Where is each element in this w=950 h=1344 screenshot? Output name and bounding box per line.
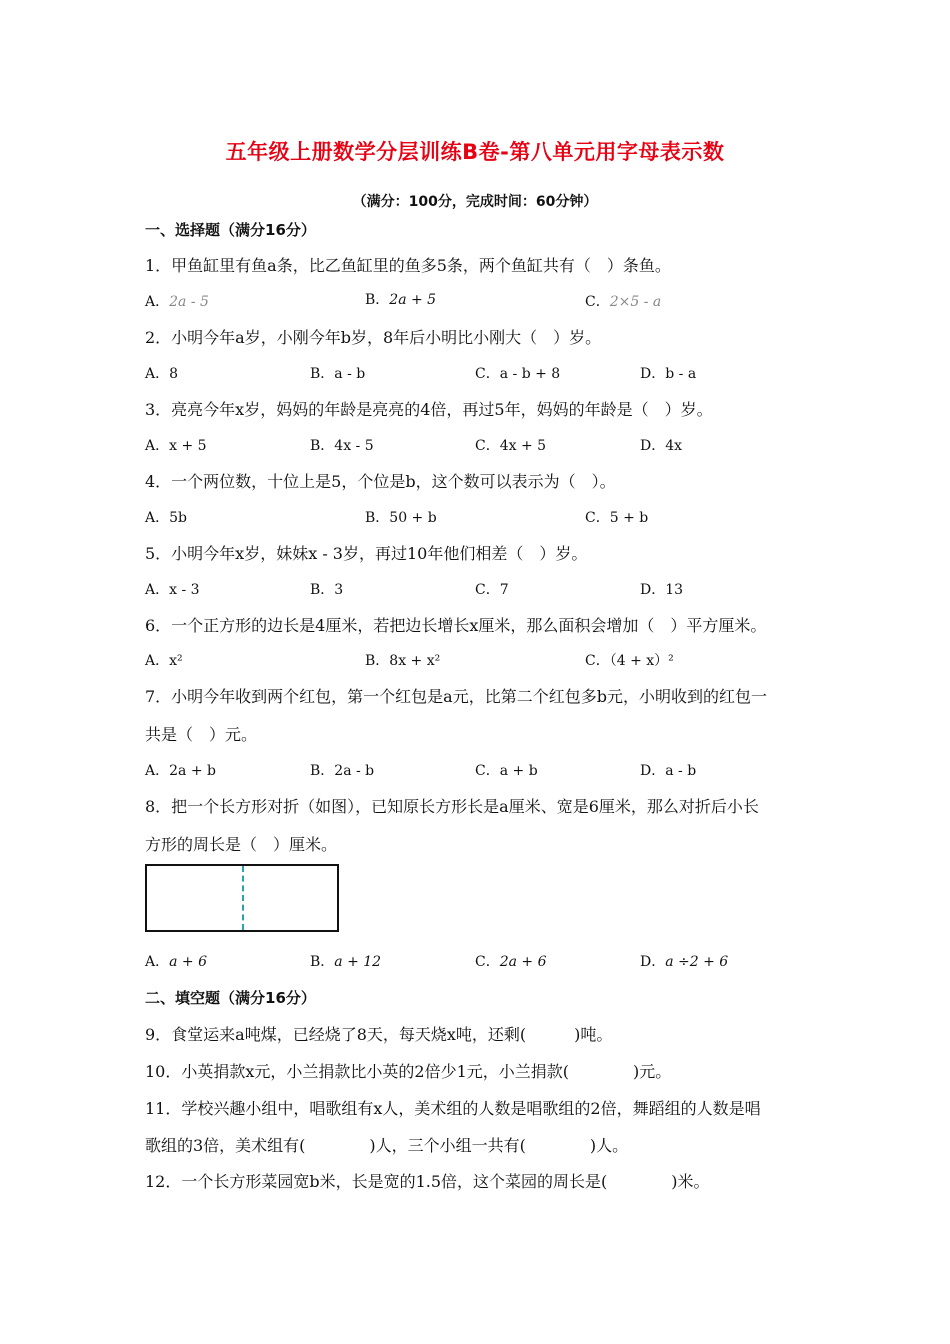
q6-option-a	[145, 650, 183, 670]
option-value: 4x + 5	[499, 438, 547, 454]
q1-option-a	[145, 291, 209, 311]
option-value: 2×5 - a	[609, 294, 662, 310]
page-title: 五年级上册数学分层训练B卷-第八单元用字母表示数	[225, 140, 725, 164]
q5-option-b	[310, 579, 343, 599]
option-letter: C．	[475, 582, 500, 598]
option-letter: B．	[310, 954, 335, 970]
section-heading-choice: 一、选择题（满分16分）	[145, 221, 316, 239]
option-value: 2a + 5	[389, 292, 437, 308]
q2-option-d	[640, 363, 696, 383]
q7-option-c	[475, 760, 538, 780]
option-letter: B．	[365, 510, 390, 526]
question-4: 4．一个两位数，十位上是5，个位是b，这个数可以表示为（ ）。	[145, 472, 616, 491]
q3-option-a	[145, 435, 207, 455]
option-letter: A．	[145, 582, 170, 598]
option-letter: D．	[640, 438, 666, 454]
option-value: x - 3	[169, 582, 200, 598]
q3-option-d	[640, 435, 682, 455]
question-10: 10．小英捐款x元，小兰捐款比小英的2倍少1元，小兰捐款( )元。	[145, 1062, 672, 1081]
q4-option-b	[365, 507, 437, 527]
section-heading-fill: 二、填空题（满分16分）	[145, 989, 316, 1007]
option-letter: A．	[145, 510, 170, 526]
q8-option-c	[475, 951, 547, 971]
option-value: a + b	[499, 763, 538, 779]
option-value: x + 5	[169, 438, 207, 454]
question-9: 9．食堂运来a吨煤，已经烧了8天，每天烧x吨，还剩( )吨。	[145, 1025, 613, 1044]
fold-line	[242, 866, 244, 930]
option-letter: B．	[365, 292, 390, 308]
option-letter: B．	[310, 438, 335, 454]
option-letter: C．	[475, 438, 500, 454]
q1-option-c	[585, 291, 661, 311]
q3-option-c	[475, 435, 546, 455]
question-11-line-1: 11．学校兴趣小组中，唱歌组有x人，美术组的人数是唱歌组的2倍，舞蹈组的人数是唱	[145, 1099, 761, 1118]
option-value: 2a + b	[169, 763, 216, 779]
option-letter: C．	[475, 954, 500, 970]
q4-option-c	[585, 507, 648, 527]
option-value: a - b	[665, 763, 697, 779]
option-value: 4x	[665, 438, 683, 454]
option-letter: D．	[640, 582, 666, 598]
option-value: a - b + 8	[499, 366, 561, 382]
q8-option-d	[640, 951, 728, 971]
option-letter: B．	[310, 582, 335, 598]
option-letter: A．	[145, 653, 170, 669]
q5-option-d	[640, 579, 683, 599]
option-value: 2a - b	[334, 763, 375, 779]
q4-option-a	[145, 507, 187, 527]
option-value: 13	[665, 582, 684, 598]
option-letter: C．	[585, 294, 610, 310]
option-letter: A．	[145, 954, 170, 970]
question-6: 6．一个正方形的边长是4厘米，若把边长增长x厘米，那么面积会增加（ ）平方厘米。	[145, 616, 767, 635]
q8-option-a	[145, 951, 207, 971]
option-value: 50 + b	[389, 510, 437, 526]
q8-option-b	[310, 951, 381, 971]
option-value: 5b	[169, 510, 187, 526]
q6-option-b	[365, 650, 440, 670]
q2-option-a	[145, 363, 178, 383]
option-letter: C．	[585, 653, 610, 669]
option-value: 7	[499, 582, 509, 598]
question-3: 3．亮亮今年x岁，妈妈的年龄是亮亮的4倍，再过5年，妈妈的年龄是（ ）岁。	[145, 400, 713, 419]
question-2: 2．小明今年a岁，小刚今年b岁，8年后小明比小刚大（ ）岁。	[145, 328, 602, 347]
option-letter: B．	[310, 763, 335, 779]
question-1: 1．甲鱼缸里有鱼a条，比乙鱼缸里的鱼多5条，两个鱼缸共有（ ）条鱼。	[145, 256, 671, 275]
question-5: 5．小明今年x岁，妹妹x - 3岁，再过10年他们相差（ ）岁。	[145, 544, 588, 563]
option-letter: D．	[640, 366, 666, 382]
option-value: 8x + x²	[389, 653, 441, 669]
question-11-line-2: 歌组的3倍，美术组有( )人，三个小组一共有( )人。	[145, 1136, 629, 1155]
q7-option-d	[640, 760, 696, 780]
question-7-line-2: 共是（ ）元。	[145, 725, 258, 744]
option-letter: A．	[145, 366, 170, 382]
option-value: 5 + b	[609, 510, 649, 526]
option-value: 3	[334, 582, 344, 598]
option-value: a + 12	[334, 954, 382, 970]
question-7-line-1: 7．小明今年收到两个红包，第一个红包是a元，比第二个红包多b元，小明收到的红包一	[145, 687, 767, 706]
option-letter: C．	[585, 510, 610, 526]
q2-option-b	[310, 363, 365, 383]
question-12: 12．一个长方形菜园宽b米，长是宽的1.5倍，这个菜园的周长是( )米。	[145, 1172, 710, 1191]
option-value: 2a - 5	[169, 294, 209, 310]
option-value: a + 6	[169, 954, 208, 970]
option-value: b - a	[665, 366, 697, 382]
option-letter: D．	[640, 954, 666, 970]
q5-option-a	[145, 579, 200, 599]
option-value: x²	[169, 653, 183, 669]
option-letter: C．	[475, 763, 500, 779]
question-8-line-1: 8．把一个长方形对折（如图），已知原长方形长是a厘米、宽是6厘米，那么对折后小长	[145, 797, 759, 816]
option-letter: A．	[145, 294, 170, 310]
option-letter: A．	[145, 763, 170, 779]
option-value: 8	[169, 366, 179, 382]
option-value: 4x - 5	[334, 438, 374, 454]
option-letter: B．	[310, 366, 335, 382]
option-letter: B．	[365, 653, 390, 669]
q7-option-b	[310, 760, 374, 780]
option-value: 2a + 6	[499, 954, 547, 970]
question-8-line-2: 方形的周长是（ ）厘米。	[145, 835, 338, 854]
folded-rectangle-figure	[145, 864, 339, 932]
q2-option-c	[475, 363, 560, 383]
option-letter: D．	[640, 763, 666, 779]
option-value: （4 + x）²	[609, 653, 674, 669]
q3-option-b	[310, 435, 374, 455]
page-subtitle: （满分：100分，完成时间：60分钟）	[352, 194, 598, 210]
q6-option-c	[585, 650, 674, 670]
q7-option-a	[145, 760, 216, 780]
q1-option-b	[365, 289, 436, 309]
option-letter: A．	[145, 438, 170, 454]
option-letter: C．	[475, 366, 500, 382]
option-value: a - b	[334, 366, 366, 382]
q5-option-c	[475, 579, 509, 599]
option-value: a ÷2 + 6	[665, 954, 729, 970]
